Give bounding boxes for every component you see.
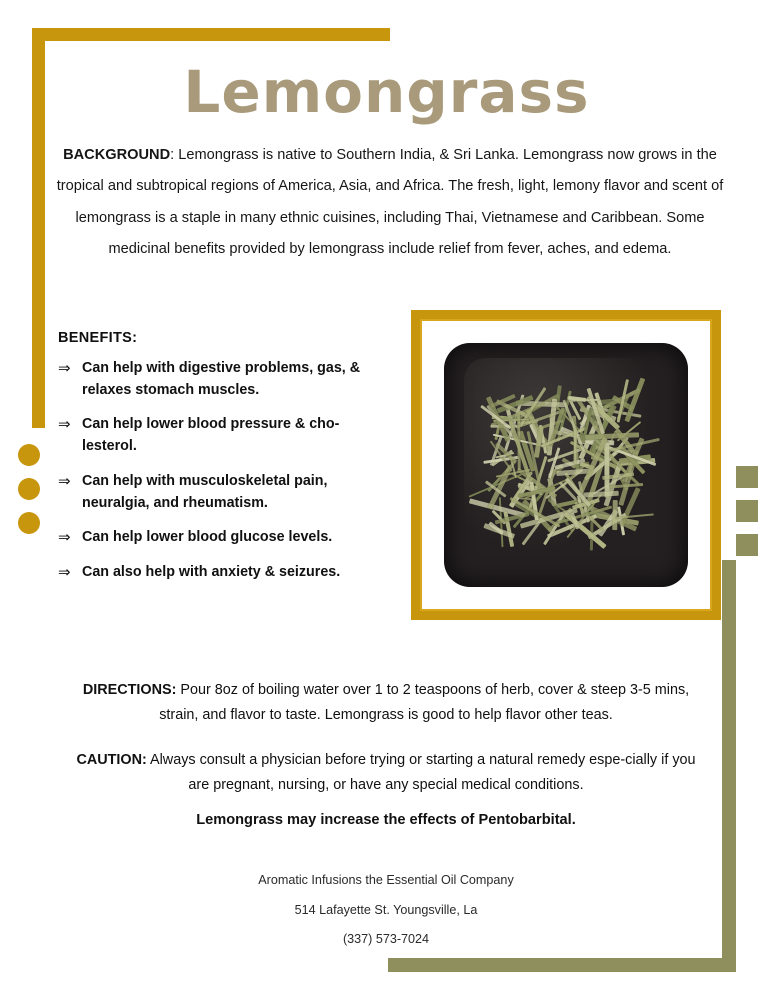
background-paragraph: [50, 140, 730, 266]
list-item-label: Can also help with anxiety & seizures.: [82, 564, 341, 581]
product-photo: [444, 343, 688, 587]
caution-text: Always consult a physician before trying or starting a natural remedy espe-cially if you are pregnant, nursing, or have any special medical conditions.: [146, 752, 696, 794]
background-text: : Lemongrass is native to Southern India, & Sri Lanka. Lemongrass now grows in the tropical and subtropical regions of America, Asia, and Africa. The fresh, light, lemony flavor and scent of lemongrass is a staple in many ethnic cuisines, including Thai, Vietnamese and Caribbean. Some medicinal benefits provided by lemongrass include relief from fever, aches, and edema.: [56, 147, 724, 258]
footer-phone: (337) 573-7024: [342, 932, 430, 947]
caution-paragraph: [66, 748, 706, 798]
decor-right-bar: [722, 560, 736, 972]
arrow-icon: ⇒: [58, 416, 71, 434]
directions-text: Pour 8oz of boiling water over 1 to 2 teaspoons of herb, cover & steep 3-5 mins, strain, and flavor to taste. Lemongrass is good to help flavor other teas.: [159, 682, 690, 724]
arrow-icon: ⇒: [58, 472, 71, 490]
product-photo-frame: [411, 310, 721, 620]
list-item: [58, 527, 388, 549]
arrow-icon: ⇒: [58, 564, 71, 582]
list-item: [58, 471, 388, 514]
background-label: BACKGROUND: [63, 147, 171, 163]
list-item-label: Can help with digestive problems, gas, & relaxes stomach muscles.: [82, 360, 361, 398]
decor-top-bar: [45, 28, 390, 41]
list-item: [58, 562, 388, 584]
benefits-heading: BENEFITS:: [58, 330, 138, 346]
list-item-label: Can help with musculoskeletal pain, neuralgia, and rheumatism.: [82, 472, 328, 511]
arrow-icon: ⇒: [58, 360, 71, 377]
decor-square-icon: [736, 500, 758, 522]
lemongrass-pile: [476, 377, 657, 553]
decor-dot-icon: [18, 478, 40, 500]
list-item-label: Can help lower blood glucose levels.: [82, 529, 333, 546]
decor-square-icon: [736, 466, 758, 488]
list-item: [58, 358, 388, 401]
footer-company: Aromatic Infusions the Essential Oil Company: [258, 873, 514, 887]
directions-paragraph: [66, 678, 706, 728]
decor-bottom-bar: [388, 958, 736, 972]
decor-dot-icon: [18, 512, 40, 534]
footer-address: 514 Lafayette St. Youngsville, La: [294, 902, 478, 917]
benefits-list: [58, 358, 388, 597]
page-title: Lemongrass: [183, 58, 590, 126]
warning-line: Lemongrass may increase the effects of Pentobarbital.: [196, 812, 576, 828]
product-photo-mat: [420, 319, 712, 611]
footer: [66, 866, 706, 955]
arrow-icon: ⇒: [58, 529, 71, 547]
directions-label: DIRECTIONS:: [82, 682, 177, 698]
list-item-label: Can help lower blood pressure & cho-lesterol.: [82, 416, 340, 455]
list-item: [58, 414, 388, 457]
decor-square-icon: [736, 534, 758, 556]
decor-dot-icon: [18, 444, 40, 466]
caution-label: CAUTION:: [76, 752, 147, 768]
